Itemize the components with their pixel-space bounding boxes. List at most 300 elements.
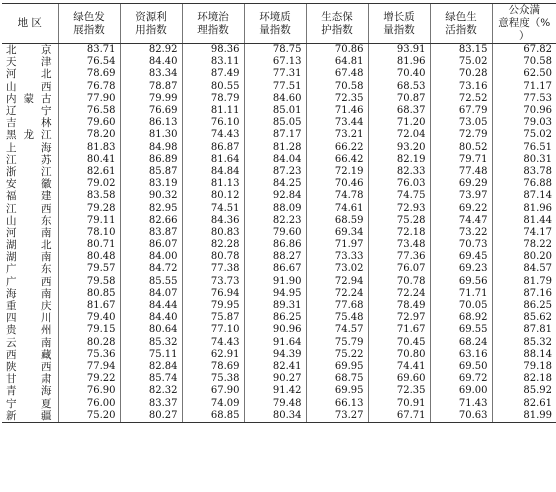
ecological-protection-cell: 66.13: [306, 397, 368, 409]
resource-utilization-cell: 86.07: [120, 239, 182, 251]
growth-quality-cell: 71.67: [368, 324, 430, 336]
green-development-index-table: [2, 3, 556, 423]
public-satisfaction-cell: 71.17: [492, 81, 556, 93]
table-row: [2, 397, 556, 409]
resource-utilization-cell: 84.44: [120, 300, 182, 312]
environmental-governance-cell: 74.43: [182, 337, 244, 349]
environmental-quality-cell: 78.75: [244, 44, 306, 57]
ecological-protection-cell: 74.61: [306, 202, 368, 214]
growth-quality-cell: 72.24: [368, 288, 430, 300]
green-living-cell: 70.05: [430, 300, 492, 312]
growth-quality-cell: 70.87: [368, 93, 430, 105]
region-cell: 江西: [6, 202, 52, 215]
green-living-cell: 69.23: [430, 263, 492, 275]
public-satisfaction-cell: 85.32: [492, 337, 556, 349]
growth-quality-cell: 72.35: [368, 385, 430, 397]
green-living-cell: 69.72: [430, 373, 492, 385]
table-row: [2, 68, 556, 80]
environmental-governance-cell: 67.90: [182, 385, 244, 397]
green-living-cell: 80.52: [430, 142, 492, 154]
environmental-quality-cell: 77.31: [244, 68, 306, 80]
public-satisfaction-cell: 83.78: [492, 166, 556, 178]
green-development-cell: 80.41: [58, 154, 120, 166]
resource-utilization-cell: 75.11: [120, 349, 182, 361]
environmental-quality-cell: 86.67: [244, 263, 306, 275]
environmental-governance-cell: 87.49: [182, 68, 244, 80]
region-cell: 吉林: [6, 117, 52, 130]
green-living-cell: 69.50: [430, 361, 492, 373]
public-satisfaction-cell: 76.51: [492, 142, 556, 154]
environmental-quality-cell: 84.60: [244, 93, 306, 105]
environmental-quality-cell: 87.17: [244, 129, 306, 141]
ecological-protection-cell: 74.57: [306, 324, 368, 336]
growth-quality-cell: 75.28: [368, 215, 430, 227]
green-living-cell: 70.63: [430, 410, 492, 423]
green-development-cell: 77.90: [58, 93, 120, 105]
table-row: [2, 312, 556, 324]
resource-utilization-cell: 81.30: [120, 129, 182, 141]
region-cell: 湖南: [6, 251, 52, 264]
region-cell: 西藏: [6, 348, 52, 361]
public-satisfaction-cell: 82.18: [492, 373, 556, 385]
table-row: [2, 288, 556, 300]
ecological-protection-cell: 70.86: [306, 44, 368, 57]
environmental-quality-cell: 92.84: [244, 190, 306, 202]
public-satisfaction-cell: 75.02: [492, 129, 556, 141]
table-row: [2, 385, 556, 397]
green-living-cell: 68.24: [430, 337, 492, 349]
public-satisfaction-cell: 79.18: [492, 361, 556, 373]
table-row: [2, 349, 556, 361]
table-row: [2, 324, 556, 336]
growth-quality-cell: 72.04: [368, 129, 430, 141]
table-row: [2, 178, 556, 190]
ecological-protection-cell: 69.95: [306, 385, 368, 397]
resource-utilization-cell: 82.92: [120, 44, 182, 57]
region-cell: 宁夏: [6, 397, 52, 410]
environmental-governance-cell: 80.12: [182, 190, 244, 202]
region-cell: 浙江: [6, 165, 52, 178]
environmental-quality-cell: 94.39: [244, 349, 306, 361]
green-development-cell: 79.58: [58, 276, 120, 288]
ecological-protection-cell: 64.81: [306, 56, 368, 68]
ecological-protection-cell: 74.78: [306, 190, 368, 202]
resource-utilization-cell: 84.72: [120, 263, 182, 275]
resource-utilization-cell: 83.87: [120, 227, 182, 239]
environmental-quality-cell: 88.27: [244, 251, 306, 263]
environmental-governance-cell: 84.84: [182, 166, 244, 178]
region-cell: 福建: [6, 190, 52, 203]
table-row: [2, 117, 556, 129]
resource-utilization-cell: 85.32: [120, 337, 182, 349]
green-development-cell: 75.20: [58, 410, 120, 423]
environmental-governance-cell: 81.13: [182, 178, 244, 190]
table-row: [2, 361, 556, 373]
green-development-cell: 80.48: [58, 251, 120, 263]
region-cell: 天津: [6, 56, 52, 69]
table-row: [2, 227, 556, 239]
environmental-governance-cell: 74.09: [182, 397, 244, 409]
environmental-governance-cell: 82.28: [182, 239, 244, 251]
green-living-cell: 77.48: [430, 166, 492, 178]
region-cell: 上海: [6, 141, 52, 154]
ecological-protection-cell: 70.46: [306, 178, 368, 190]
public-satisfaction-cell: 85.92: [492, 385, 556, 397]
public-satisfaction-cell: 79.03: [492, 117, 556, 129]
growth-quality-cell: 68.37: [368, 105, 430, 117]
growth-quality-cell: 77.36: [368, 251, 430, 263]
ecological-protection-cell: 72.19: [306, 166, 368, 178]
resource-utilization-cell: 76.69: [120, 105, 182, 117]
ecological-protection-cell: 75.48: [306, 312, 368, 324]
public-satisfaction-cell: 80.20: [492, 251, 556, 263]
growth-quality-cell: 69.60: [368, 373, 430, 385]
green-development-cell: 83.71: [58, 44, 120, 57]
table-row: [2, 373, 556, 385]
ecological-protection-cell: 73.44: [306, 117, 368, 129]
environmental-governance-cell: 68.85: [182, 410, 244, 423]
environmental-quality-cell: 87.23: [244, 166, 306, 178]
environmental-governance-cell: 74.43: [182, 129, 244, 141]
table-row: [2, 202, 556, 214]
green-development-cell: 82.61: [58, 166, 120, 178]
ecological-protection-cell: 68.59: [306, 215, 368, 227]
region-cell: 青海: [6, 385, 52, 398]
environmental-quality-cell: 67.13: [244, 56, 306, 68]
public-satisfaction-cell: 86.25: [492, 300, 556, 312]
environmental-quality-cell: 79.60: [244, 227, 306, 239]
environmental-governance-cell: 77.38: [182, 263, 244, 275]
environmental-governance-cell: 98.36: [182, 44, 244, 57]
growth-quality-cell: 93.91: [368, 44, 430, 57]
public-satisfaction-cell: 87.16: [492, 288, 556, 300]
header-public-satisfaction: 公众满 意程度（% ）: [492, 4, 556, 44]
growth-quality-cell: 70.45: [368, 337, 430, 349]
region-cell: 黑龙江: [6, 129, 52, 142]
environmental-quality-cell: 85.01: [244, 105, 306, 117]
growth-quality-cell: 68.53: [368, 81, 430, 93]
environmental-quality-cell: 80.34: [244, 410, 306, 423]
ecological-protection-cell: 70.58: [306, 81, 368, 93]
ecological-protection-cell: 75.22: [306, 349, 368, 361]
green-living-cell: 69.29: [430, 178, 492, 190]
table-row: [2, 56, 556, 68]
header-resource-utilization-index: 资源利 用指数: [120, 4, 182, 44]
region-cell: 陕西: [6, 360, 52, 373]
table-row: [2, 239, 556, 251]
environmental-governance-cell: 81.11: [182, 105, 244, 117]
table-row: [2, 215, 556, 227]
green-development-cell: 79.22: [58, 373, 120, 385]
table-row: [2, 251, 556, 263]
ecological-protection-cell: 71.46: [306, 105, 368, 117]
public-satisfaction-cell: 81.44: [492, 215, 556, 227]
green-living-cell: 70.73: [430, 239, 492, 251]
growth-quality-cell: 72.93: [368, 202, 430, 214]
table-row: [2, 93, 556, 105]
public-satisfaction-cell: 87.81: [492, 324, 556, 336]
resource-utilization-cell: 84.00: [120, 251, 182, 263]
green-living-cell: 72.79: [430, 129, 492, 141]
growth-quality-cell: 82.19: [368, 154, 430, 166]
green-development-cell: 80.28: [58, 337, 120, 349]
green-development-cell: 79.57: [58, 263, 120, 275]
environmental-quality-cell: 84.04: [244, 154, 306, 166]
green-development-cell: 76.58: [58, 105, 120, 117]
ecological-protection-cell: 72.24: [306, 288, 368, 300]
green-development-cell: 77.94: [58, 361, 120, 373]
environmental-quality-cell: 79.48: [244, 397, 306, 409]
header-row: [2, 4, 556, 44]
table-row: [2, 166, 556, 178]
growth-quality-cell: 76.07: [368, 263, 430, 275]
public-satisfaction-cell: 85.62: [492, 312, 556, 324]
green-living-cell: 72.52: [430, 93, 492, 105]
environmental-governance-cell: 73.73: [182, 276, 244, 288]
environmental-governance-cell: 62.91: [182, 349, 244, 361]
green-development-cell: 80.85: [58, 288, 120, 300]
region-cell: 云南: [6, 336, 52, 349]
region-cell: 四川: [6, 312, 52, 325]
green-living-cell: 69.55: [430, 324, 492, 336]
ecological-protection-cell: 75.79: [306, 337, 368, 349]
environmental-quality-cell: 82.41: [244, 361, 306, 373]
region-cell: 重庆: [6, 300, 52, 313]
resource-utilization-cell: 80.64: [120, 324, 182, 336]
resource-utilization-cell: 82.84: [120, 361, 182, 373]
ecological-protection-cell: 73.21: [306, 129, 368, 141]
environmental-governance-cell: 81.64: [182, 154, 244, 166]
header-environmental-quality-index: 环境质 量指数: [244, 4, 306, 44]
green-living-cell: 71.71: [430, 288, 492, 300]
region-cell: 辽宁: [6, 105, 52, 118]
resource-utilization-cell: 84.40: [120, 312, 182, 324]
region-cell: 湖北: [6, 239, 52, 252]
environmental-quality-cell: 89.31: [244, 300, 306, 312]
resource-utilization-cell: 82.66: [120, 215, 182, 227]
table-row: [2, 263, 556, 275]
ecological-protection-cell: 73.33: [306, 251, 368, 263]
public-satisfaction-cell: 76.88: [492, 178, 556, 190]
region-cell: 甘肃: [6, 373, 52, 386]
region-cell: 江苏: [6, 153, 52, 166]
growth-quality-cell: 82.33: [368, 166, 430, 178]
region-cell: 河北: [6, 68, 52, 81]
public-satisfaction-cell: 87.14: [492, 190, 556, 202]
green-development-cell: 83.58: [58, 190, 120, 202]
environmental-governance-cell: 84.36: [182, 215, 244, 227]
resource-utilization-cell: 85.74: [120, 373, 182, 385]
green-development-cell: 81.67: [58, 300, 120, 312]
green-living-cell: 73.97: [430, 190, 492, 202]
resource-utilization-cell: 79.99: [120, 93, 182, 105]
table-row: [2, 300, 556, 312]
green-development-cell: 76.00: [58, 397, 120, 409]
table-row: [2, 129, 556, 141]
header-environmental-governance-index: 环境治 理指数: [182, 4, 244, 44]
environmental-governance-cell: 77.10: [182, 324, 244, 336]
table-row: [2, 81, 556, 93]
public-satisfaction-cell: 70.58: [492, 56, 556, 68]
growth-quality-cell: 76.03: [368, 178, 430, 190]
growth-quality-cell: 73.48: [368, 239, 430, 251]
growth-quality-cell: 72.97: [368, 312, 430, 324]
region-cell: 广东: [6, 263, 52, 276]
environmental-governance-cell: 80.83: [182, 227, 244, 239]
environmental-quality-cell: 90.96: [244, 324, 306, 336]
growth-quality-cell: 72.18: [368, 227, 430, 239]
green-development-cell: 78.10: [58, 227, 120, 239]
green-development-cell: 76.90: [58, 385, 120, 397]
resource-utilization-cell: 86.13: [120, 117, 182, 129]
ecological-protection-cell: 73.27: [306, 410, 368, 423]
green-development-cell: 81.83: [58, 142, 120, 154]
resource-utilization-cell: 84.98: [120, 142, 182, 154]
green-living-cell: 73.22: [430, 227, 492, 239]
environmental-quality-cell: 81.28: [244, 142, 306, 154]
ecological-protection-cell: 72.94: [306, 276, 368, 288]
environmental-quality-cell: 85.05: [244, 117, 306, 129]
resource-utilization-cell: 83.37: [120, 397, 182, 409]
header-region: 地 区: [2, 4, 58, 44]
region-cell: 新疆: [2, 410, 58, 423]
green-living-cell: 69.45: [430, 251, 492, 263]
table-row: [2, 337, 556, 349]
green-development-cell: 76.78: [58, 81, 120, 93]
green-development-cell: 79.15: [58, 324, 120, 336]
green-living-cell: 67.79: [430, 105, 492, 117]
public-satisfaction-cell: 62.50: [492, 68, 556, 80]
environmental-governance-cell: 76.10: [182, 117, 244, 129]
ecological-protection-cell: 66.22: [306, 142, 368, 154]
table-row: [2, 154, 556, 166]
public-satisfaction-cell: 67.82: [492, 44, 556, 57]
growth-quality-cell: 67.71: [368, 410, 430, 423]
table-row: [2, 190, 556, 202]
header-green-development-index: 绿色发 展指数: [58, 4, 120, 44]
environmental-quality-cell: 86.86: [244, 239, 306, 251]
growth-quality-cell: 74.41: [368, 361, 430, 373]
region-cell: 北京: [6, 44, 52, 57]
green-living-cell: 69.22: [430, 202, 492, 214]
ecological-protection-cell: 72.35: [306, 93, 368, 105]
environmental-governance-cell: 74.51: [182, 202, 244, 214]
environmental-quality-cell: 84.25: [244, 178, 306, 190]
region-cell: 山西: [6, 80, 52, 93]
green-development-cell: 75.36: [58, 349, 120, 361]
green-development-cell: 79.11: [58, 215, 120, 227]
region-cell: 贵州: [6, 324, 52, 337]
table-row: [2, 105, 556, 117]
green-living-cell: 70.28: [430, 68, 492, 80]
resource-utilization-cell: 80.27: [120, 410, 182, 423]
environmental-governance-cell: 80.78: [182, 251, 244, 263]
green-development-cell: 80.71: [58, 239, 120, 251]
table-row: [2, 276, 556, 288]
growth-quality-cell: 93.20: [368, 142, 430, 154]
region-cell: 内蒙古: [6, 92, 52, 105]
ecological-protection-cell: 67.48: [306, 68, 368, 80]
green-development-cell: 76.54: [58, 56, 120, 68]
resource-utilization-cell: 86.89: [120, 154, 182, 166]
ecological-protection-cell: 66.42: [306, 154, 368, 166]
header-ecological-protection-index: 生态保 护指数: [306, 4, 368, 44]
region-cell: 广西: [6, 275, 52, 288]
green-development-cell: 78.69: [58, 68, 120, 80]
ecological-protection-cell: 69.34: [306, 227, 368, 239]
resource-utilization-cell: 85.55: [120, 276, 182, 288]
resource-utilization-cell: 78.87: [120, 81, 182, 93]
green-living-cell: 69.56: [430, 276, 492, 288]
table-row: [2, 410, 556, 423]
green-living-cell: 74.47: [430, 215, 492, 227]
resource-utilization-cell: 82.95: [120, 202, 182, 214]
resource-utilization-cell: 82.32: [120, 385, 182, 397]
public-satisfaction-cell: 80.31: [492, 154, 556, 166]
environmental-governance-cell: 78.79: [182, 93, 244, 105]
growth-quality-cell: 74.75: [368, 190, 430, 202]
public-satisfaction-cell: 82.61: [492, 397, 556, 409]
growth-quality-cell: 71.20: [368, 117, 430, 129]
region-cell: 山东: [6, 214, 52, 227]
public-satisfaction-cell: 70.96: [492, 105, 556, 117]
region-cell: 安徽: [6, 178, 52, 191]
green-development-cell: 79.28: [58, 202, 120, 214]
growth-quality-cell: 81.96: [368, 56, 430, 68]
growth-quality-cell: 70.40: [368, 68, 430, 80]
environmental-governance-cell: 79.95: [182, 300, 244, 312]
environmental-governance-cell: 80.55: [182, 81, 244, 93]
public-satisfaction-cell: 84.57: [492, 263, 556, 275]
environmental-quality-cell: 90.27: [244, 373, 306, 385]
green-living-cell: 73.16: [430, 81, 492, 93]
environmental-governance-cell: 83.11: [182, 56, 244, 68]
ecological-protection-cell: 73.02: [306, 263, 368, 275]
environmental-quality-cell: 91.42: [244, 385, 306, 397]
environmental-governance-cell: 86.87: [182, 142, 244, 154]
region-cell: 海南: [6, 287, 52, 300]
green-living-cell: 73.05: [430, 117, 492, 129]
green-development-cell: 78.20: [58, 129, 120, 141]
ecological-protection-cell: 71.97: [306, 239, 368, 251]
header-green-living-index: 绿色生 活指数: [430, 4, 492, 44]
ecological-protection-cell: 69.95: [306, 361, 368, 373]
public-satisfaction-cell: 74.17: [492, 227, 556, 239]
ecological-protection-cell: 68.75: [306, 373, 368, 385]
resource-utilization-cell: 90.32: [120, 190, 182, 202]
green-living-cell: 69.00: [430, 385, 492, 397]
resource-utilization-cell: 85.87: [120, 166, 182, 178]
environmental-governance-cell: 78.69: [182, 361, 244, 373]
public-satisfaction-cell: 81.96: [492, 202, 556, 214]
ecological-protection-cell: 77.68: [306, 300, 368, 312]
green-living-cell: 71.43: [430, 397, 492, 409]
green-living-cell: 79.71: [430, 154, 492, 166]
table-row: [2, 44, 556, 57]
growth-quality-cell: 70.78: [368, 276, 430, 288]
environmental-quality-cell: 77.51: [244, 81, 306, 93]
resource-utilization-cell: 83.34: [120, 68, 182, 80]
region-cell: 河南: [6, 226, 52, 239]
environmental-quality-cell: 82.23: [244, 215, 306, 227]
green-development-cell: 79.40: [58, 312, 120, 324]
green-development-cell: 79.60: [58, 117, 120, 129]
environmental-quality-cell: 91.64: [244, 337, 306, 349]
green-living-cell: 63.16: [430, 349, 492, 361]
public-satisfaction-cell: 78.22: [492, 239, 556, 251]
environmental-governance-cell: 75.38: [182, 373, 244, 385]
environmental-quality-cell: 91.90: [244, 276, 306, 288]
